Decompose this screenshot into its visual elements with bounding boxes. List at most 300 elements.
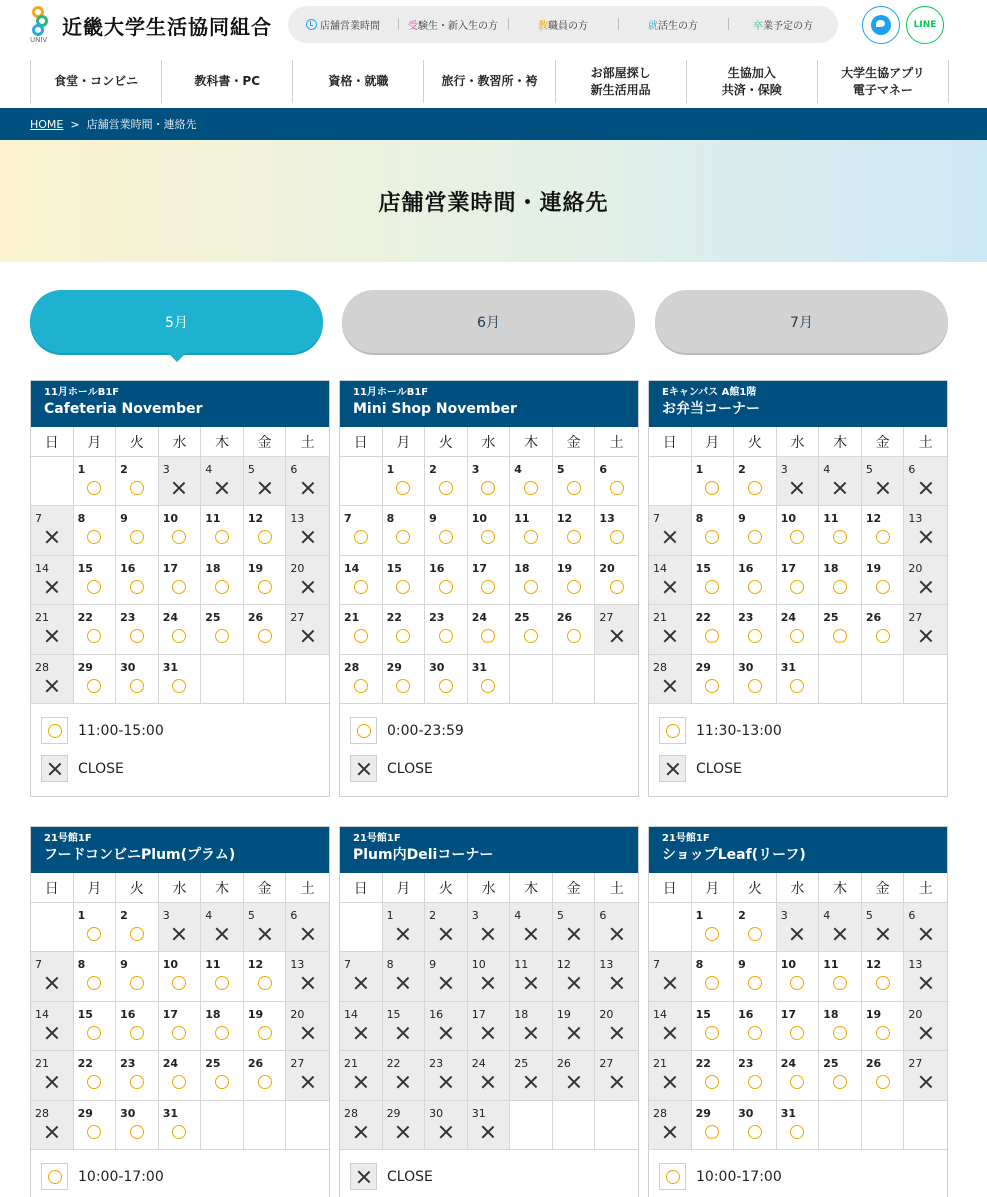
weekday-header: 月: [692, 873, 735, 903]
calendar-empty-cell: [904, 1101, 947, 1150]
close-icon: [439, 1075, 453, 1089]
open-circle-icon: [748, 481, 762, 495]
calendar-day-open: [116, 605, 159, 654]
day-number: 31: [780, 660, 797, 674]
calendar-day-closed: [383, 1101, 426, 1150]
day-number: 1: [695, 909, 704, 922]
day-number: 15: [77, 561, 93, 575]
calendar-day-open: [116, 655, 159, 704]
open-circle-icon: [748, 580, 762, 594]
close-icon: [354, 1125, 368, 1139]
shop-card: [30, 826, 330, 1197]
day-number: 28: [653, 1106, 667, 1120]
calendar-day-open: [510, 605, 553, 654]
open-circle-icon: [130, 530, 144, 544]
legend-text: 0:00-23:59: [387, 722, 464, 739]
calendar-day-open: [553, 457, 596, 506]
calendar-day-closed: [159, 457, 202, 506]
open-circle-icon: [48, 1170, 62, 1184]
close-icon: [919, 1075, 933, 1089]
quick-nav: [288, 6, 838, 43]
weekday-header: 金: [244, 873, 287, 903]
open-circle-icon: [215, 976, 229, 990]
calendar-day-open: [159, 506, 202, 555]
close-icon: [919, 530, 933, 544]
legend-swatch: [41, 717, 68, 744]
calendar-day-open: [734, 655, 777, 704]
day-number: 7: [653, 958, 660, 972]
calendar-day-closed: [649, 1101, 692, 1150]
calendar-empty-cell: [510, 1101, 553, 1150]
open-circle-icon: [567, 530, 581, 544]
calendar-day-closed: [340, 1101, 383, 1150]
open-circle-icon: [87, 1125, 101, 1139]
close-icon: [666, 762, 680, 776]
open-circle-icon: [876, 580, 890, 594]
day-number: 14: [344, 561, 360, 575]
day-number: 29: [77, 660, 93, 674]
shop-card: [339, 380, 639, 797]
calendar-day-closed: [31, 1051, 74, 1100]
open-circle-icon: [130, 1026, 144, 1040]
close-icon: [567, 927, 581, 941]
nav-travel[interactable]: 旅行・教習所・袴: [423, 60, 554, 103]
page-title: 店舗営業時間・連絡先: [378, 190, 609, 216]
day-number: 27: [908, 1057, 923, 1071]
calendar-day-open: [692, 506, 735, 555]
calendar-day-closed: [777, 457, 820, 506]
calendar-day-closed: [553, 1051, 596, 1100]
close-icon: [610, 629, 624, 643]
open-circle-icon: [748, 679, 762, 693]
calendar-day-closed: [904, 1051, 947, 1100]
calendar-day-open: [383, 605, 426, 654]
weekday-header: 日: [649, 873, 692, 903]
calendar-day-closed: [425, 1101, 468, 1150]
legend-swatch: [350, 755, 377, 782]
calendar-day-open: [734, 1101, 777, 1150]
day-number: 27: [290, 1057, 305, 1071]
day-number: 7: [344, 512, 352, 526]
calendar-day-open: [116, 1101, 159, 1150]
coop-logo-icon: UNIV: [30, 6, 52, 44]
calendar-empty-cell: [595, 655, 638, 704]
day-number: 12: [247, 512, 264, 526]
breadcrumb-home-link[interactable]: HOME: [30, 117, 64, 131]
weekday-header: 金: [862, 873, 905, 903]
calendar-day-open: [425, 605, 468, 654]
calendar-grid: [31, 873, 329, 1150]
day-number: 10: [780, 512, 797, 526]
day-number: 1: [386, 463, 395, 476]
day-number: 26: [247, 611, 264, 625]
day-number: 31: [471, 660, 488, 674]
hours-legend: [649, 1150, 947, 1197]
day-number: 26: [556, 611, 573, 625]
day-number: 6: [290, 463, 298, 476]
calendar-day-open: [819, 1051, 862, 1100]
day-number: 7: [35, 512, 42, 526]
day-number: 15: [695, 561, 711, 575]
calendar-day-open: [553, 556, 596, 605]
close-icon: [919, 481, 933, 495]
calendar-day-open: [116, 506, 159, 555]
calendar-day-closed: [31, 952, 74, 1001]
close-icon: [215, 481, 229, 495]
day-number: 6: [599, 463, 608, 476]
open-circle-icon: [357, 724, 371, 738]
calendar-day-open: [468, 605, 511, 654]
calendar-grid: [649, 873, 947, 1150]
open-circle-icon: [258, 1026, 272, 1040]
tab-may[interactable]: 5月: [30, 290, 323, 353]
close-icon: [439, 1125, 453, 1139]
day-number: 1: [695, 463, 704, 476]
calendar-day-closed: [649, 556, 692, 605]
calendar-day-open: [777, 952, 820, 1001]
tab-july[interactable]: 7月: [655, 290, 948, 353]
calendar-empty-cell: [244, 1101, 287, 1150]
day-number: 18: [514, 1007, 529, 1021]
open-circle-icon: [354, 580, 368, 594]
calendar-day-open: [74, 605, 117, 654]
open-circle-icon: [396, 481, 410, 495]
site-logo[interactable]: [30, 6, 272, 44]
calendar-day-closed: [649, 1002, 692, 1051]
open-circle-icon: [130, 629, 144, 643]
close-icon: [481, 976, 495, 990]
close-icon: [439, 927, 453, 941]
calendar-day-closed: [595, 1051, 638, 1100]
close-icon: [301, 1026, 315, 1040]
open-circle-icon: [705, 1125, 719, 1139]
open-circle-icon: [87, 629, 101, 643]
weekday-header: 水: [159, 873, 202, 903]
calendar-day-open: [553, 506, 596, 555]
day-number: 26: [865, 1057, 882, 1071]
hours-legend: [649, 704, 947, 796]
day-number: 14: [35, 1007, 49, 1021]
legend-open-row: [659, 712, 937, 750]
day-number: 2: [738, 463, 746, 476]
shop-name: お弁当コーナー: [662, 401, 760, 417]
close-icon: [610, 1026, 624, 1040]
calendar-day-open: [777, 506, 820, 555]
day-number: 21: [344, 1057, 358, 1071]
day-number: 21: [653, 1057, 667, 1071]
shop-card-header: [31, 381, 329, 427]
day-number: 22: [386, 611, 402, 625]
calendar-day-open: [777, 1101, 820, 1150]
calendar-day-open: [692, 655, 735, 704]
day-number: 6: [599, 909, 607, 922]
calendar-day-open: [74, 506, 117, 555]
day-number: 1: [77, 463, 86, 476]
legend-open-row: [659, 1158, 937, 1196]
calendar-day-open: [116, 556, 159, 605]
day-number: 25: [205, 1057, 221, 1071]
open-circle-icon: [258, 629, 272, 643]
calendar-day-closed: [904, 1002, 947, 1051]
nav-app[interactable]: 大学生協アプリ 電子マネー: [817, 60, 949, 103]
close-icon: [172, 481, 186, 495]
open-circle-icon: [748, 976, 762, 990]
weekday-header: 木: [510, 873, 553, 903]
nav-qualifications[interactable]: 資格・就職: [292, 60, 423, 103]
weekday-header: 木: [510, 427, 553, 457]
calendar-day-open: [692, 457, 735, 506]
day-number: 3: [162, 909, 170, 922]
day-number: 13: [290, 512, 305, 526]
legend-close-row: [41, 750, 319, 788]
day-number: 9: [120, 958, 128, 972]
quicknav-store-hours[interactable]: 店舗営業時間: [288, 17, 398, 32]
quicknav-job-hunting[interactable]: 就活生の方: [618, 17, 728, 32]
shop-name: Plum内Deliコーナー: [353, 847, 494, 863]
weekday-header: 火: [734, 427, 777, 457]
calendar-day-closed: [286, 556, 329, 605]
calendar-grid: [649, 427, 947, 704]
day-number: 27: [908, 611, 923, 625]
open-circle-icon: [172, 1125, 186, 1139]
day-number: 15: [386, 561, 402, 575]
day-number: 15: [386, 1007, 401, 1021]
calendar-grid: [31, 427, 329, 704]
day-number: 20: [908, 1007, 923, 1021]
quicknav-faculty[interactable]: 教職員の方: [508, 17, 618, 32]
calendar-day-open: [244, 952, 287, 1001]
day-number: 31: [162, 660, 179, 674]
calendar-day-open: [383, 556, 426, 605]
open-circle-icon: [833, 1075, 847, 1089]
calendar-day-open: [692, 903, 735, 952]
day-number: 22: [77, 1057, 93, 1071]
hours-legend: [340, 704, 638, 796]
calendar-day-open: [425, 506, 468, 555]
open-circle-icon: [87, 580, 101, 594]
page-hero: [0, 140, 987, 262]
calendar-day-open: [159, 1101, 202, 1150]
legend-text: 10:00-17:00: [696, 1168, 782, 1185]
calendar-day-open: [425, 457, 468, 506]
close-icon: [610, 976, 624, 990]
calendar-empty-cell: [862, 1101, 905, 1150]
nav-textbooks[interactable]: 教科書・PC: [161, 60, 292, 103]
weekday-header: 木: [201, 873, 244, 903]
day-number: 13: [908, 512, 923, 526]
calendar-empty-cell: [340, 903, 383, 952]
close-icon: [45, 629, 59, 643]
hours-legend: [31, 1150, 329, 1197]
day-number: 7: [653, 512, 660, 526]
calendar-day-closed: [340, 1051, 383, 1100]
calendar-empty-cell: [862, 655, 905, 704]
twitter-icon: [871, 15, 891, 35]
calendar-day-open: [201, 1002, 244, 1051]
weekday-header: 火: [116, 427, 159, 457]
calendar-day-closed: [468, 1101, 511, 1150]
day-number: 21: [35, 611, 49, 625]
weekday-header: 火: [734, 873, 777, 903]
calendar-day-closed: [159, 903, 202, 952]
day-number: 20: [290, 1007, 305, 1021]
open-circle-icon: [748, 1026, 762, 1040]
calendar-day-open: [734, 903, 777, 952]
quicknav-graduates[interactable]: 卒業予定の方: [728, 17, 838, 32]
legend-text: CLOSE: [387, 1168, 433, 1185]
close-icon: [524, 1075, 538, 1089]
calendar-day-open: [74, 556, 117, 605]
legend-swatch: [659, 717, 686, 744]
shop-name: フードコンビニPlum(プラム): [44, 847, 236, 863]
calendar-day-open: [340, 556, 383, 605]
day-number: 5: [556, 909, 564, 922]
calendar-day-open: [777, 655, 820, 704]
day-number: 20: [599, 561, 615, 575]
legend-text: CLOSE: [387, 760, 433, 777]
open-circle-icon: [172, 679, 186, 693]
open-circle-icon: [215, 530, 229, 544]
open-circle-icon: [524, 530, 538, 544]
calendar-day-open: [116, 952, 159, 1001]
calendar-day-open: [74, 457, 117, 506]
weekday-header: 土: [595, 873, 638, 903]
day-number: 11: [205, 512, 221, 526]
tab-june[interactable]: 6月: [342, 290, 635, 353]
open-circle-icon: [130, 679, 144, 693]
calendar-day-closed: [649, 1051, 692, 1100]
nav-membership[interactable]: 生協加入 共済・保険: [686, 60, 817, 103]
day-number: 18: [205, 1007, 221, 1021]
close-icon: [301, 629, 315, 643]
calendar-grid: [340, 427, 638, 704]
day-number: 9: [738, 512, 746, 526]
calendar-day-closed: [904, 903, 947, 952]
weekday-header: 木: [819, 427, 862, 457]
close-icon: [45, 1075, 59, 1089]
calendar-day-closed: [286, 1002, 329, 1051]
weekday-header: 水: [468, 427, 511, 457]
calendar-day-open: [734, 457, 777, 506]
day-number: 28: [35, 1106, 49, 1120]
weekday-header: 土: [904, 427, 947, 457]
breadcrumb: [0, 108, 987, 140]
day-number: 9: [429, 958, 437, 972]
calendar-day-closed: [595, 952, 638, 1001]
day-number: 26: [865, 611, 882, 625]
close-icon: [663, 629, 677, 643]
open-circle-icon: [524, 629, 538, 643]
day-number: 23: [738, 1057, 754, 1071]
day-number: 4: [205, 463, 213, 476]
day-number: 19: [247, 561, 264, 575]
open-circle-icon: [87, 1075, 101, 1089]
day-number: 27: [290, 611, 305, 625]
open-circle-icon: [396, 530, 410, 544]
calendar-day-closed: [904, 457, 947, 506]
calendar-day-closed: [201, 457, 244, 506]
open-circle-icon: [258, 976, 272, 990]
open-circle-icon: [87, 530, 101, 544]
twitter-button[interactable]: [862, 6, 900, 44]
day-number: 6: [908, 463, 916, 476]
day-number: 29: [695, 660, 711, 674]
day-number: 17: [471, 1007, 486, 1021]
calendar-day-closed: [904, 952, 947, 1001]
day-number: 30: [429, 1106, 444, 1120]
open-circle-icon: [354, 679, 368, 693]
legend-swatch: [350, 717, 377, 744]
open-circle-icon: [705, 629, 719, 643]
weekday-header: 土: [595, 427, 638, 457]
close-icon: [172, 927, 186, 941]
calendar-day-open: [468, 506, 511, 555]
calendar-grid: [340, 873, 638, 1150]
close-icon: [567, 1075, 581, 1089]
close-icon: [790, 481, 804, 495]
day-number: 17: [162, 1007, 179, 1021]
close-icon: [833, 927, 847, 941]
day-number: 10: [471, 958, 486, 972]
calendar-day-open: [468, 556, 511, 605]
day-number: 16: [120, 1007, 136, 1021]
calendar-day-open: [692, 1051, 735, 1100]
open-circle-icon: [524, 580, 538, 594]
day-number: 23: [120, 611, 136, 625]
day-number: 8: [695, 512, 704, 526]
day-number: 18: [514, 561, 530, 575]
calendar-day-open: [383, 457, 426, 506]
open-circle-icon: [666, 1170, 680, 1184]
day-number: 3: [780, 463, 788, 476]
day-number: 18: [823, 1007, 839, 1021]
calendar-day-closed: [286, 506, 329, 555]
quicknav-examinees[interactable]: 受験生・新入生の方: [398, 17, 508, 32]
day-number: 4: [514, 463, 522, 476]
calendar-day-closed: [425, 1051, 468, 1100]
open-circle-icon: [705, 976, 719, 990]
day-number: 24: [780, 1057, 797, 1071]
day-number: 18: [823, 561, 839, 575]
nav-cafeteria[interactable]: 食堂・コンビニ: [30, 60, 161, 103]
line-button[interactable]: [906, 6, 944, 44]
open-circle-icon: [748, 629, 762, 643]
day-number: 30: [738, 1106, 754, 1120]
close-icon: [663, 976, 677, 990]
day-number: 14: [653, 1007, 667, 1021]
open-circle-icon: [876, 530, 890, 544]
open-circle-icon: [876, 976, 890, 990]
open-circle-icon: [172, 1075, 186, 1089]
day-number: 31: [162, 1106, 179, 1120]
open-circle-icon: [833, 976, 847, 990]
close-icon: [919, 927, 933, 941]
weekday-header: 月: [383, 427, 426, 457]
weekday-header: 金: [553, 873, 596, 903]
day-number: 26: [556, 1057, 571, 1071]
legend-swatch: [659, 755, 686, 782]
close-icon: [396, 976, 410, 990]
open-circle-icon: [215, 629, 229, 643]
shop-card-header: [649, 827, 947, 873]
open-circle-icon: [790, 679, 804, 693]
calendar-day-open: [116, 1051, 159, 1100]
calendar-day-closed: [286, 605, 329, 654]
calendar-day-closed: [553, 1002, 596, 1051]
nav-housing[interactable]: お部屋探し 新生活用品: [555, 60, 686, 103]
day-number: 19: [247, 1007, 264, 1021]
close-icon: [919, 629, 933, 643]
